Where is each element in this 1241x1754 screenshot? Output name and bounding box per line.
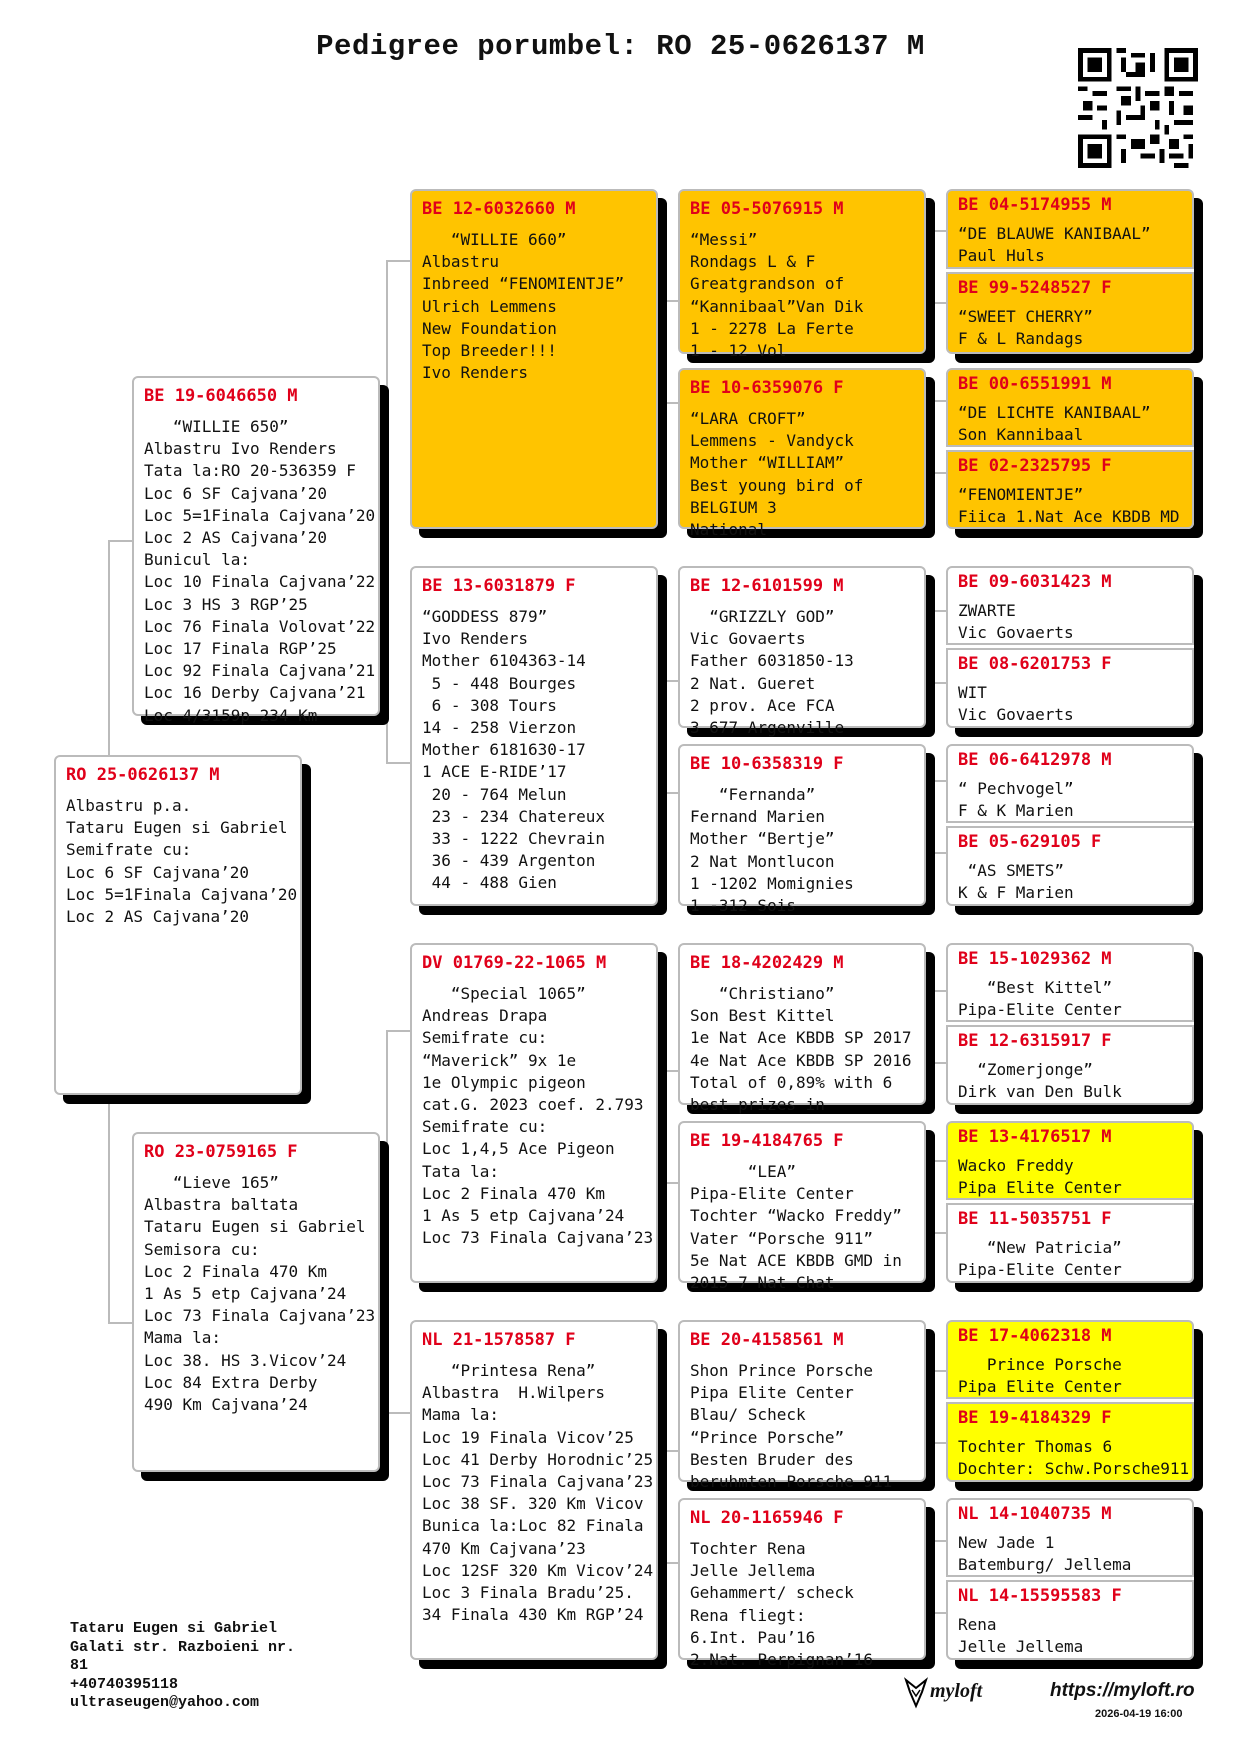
pigeon-details: Tochter Rena Jelle Jellema Gehammert/ scheck Rena fliegt: 6.Int. Pau’16 2.Nat. Perpignan’16: [690, 1539, 874, 1670]
pigeon-details: Rena Jelle Jellema: [958, 1615, 1084, 1656]
ring-number: BE 08-6201753 F: [958, 654, 1112, 674]
ring-number: BE 05-5076915 M: [690, 199, 844, 219]
pigeon-details: “GODDESS 879” Ivo Renders Mother 6104363-14 5 - 448 Bourges 6 - 308 Tours 14 - 258 Vierzon Mother 6181630-17 1 ACE E-RIDE’17 20 - 764 Melun 23 - 234 Chatereux 33 - 1222 Chevrain 36 - 439 Argenton 44 - 488 Gien: [422, 607, 606, 893]
pigeon-card-dss[interactable]: [678, 943, 926, 1115]
ring-number: BE 06-6412978 M: [958, 750, 1112, 770]
pigeon-details: “Fernanda” Fernand Marien Mother “Bertje” 2 Nat Montlucon 1 -1202 Momignies 1 -312 Sois: [690, 785, 854, 916]
pigeon-pair-6: [946, 1121, 1194, 1283]
ring-number: BE 05-629105 F: [958, 832, 1102, 852]
ring-number: BE 13-4176517 M: [958, 1127, 1112, 1147]
pigeon-card-g2[interactable]: [946, 272, 1194, 354]
ring-number: NL 14-1040735 M: [958, 1504, 1112, 1524]
pigeon-card-g12[interactable]: [946, 1203, 1194, 1283]
pigeon-details: “Zomerjonge” Dirk van Den Bulk: [958, 1060, 1122, 1101]
pigeon-details: “AS SMETS” K & F Marien: [958, 861, 1074, 902]
ring-number: BE 13-6031879 F: [422, 576, 576, 596]
ring-number: BE 19-4184329 F: [958, 1408, 1112, 1428]
ring-number: BE 11-5035751 F: [958, 1209, 1112, 1229]
page-title: Pedigree porumbel: RO 25-0626137 M: [316, 30, 925, 63]
pigeon-details: “FENOMIENTJE” Fiica 1.Nat Ace KBDB MD: [958, 485, 1180, 526]
pigeon-details: “WILLIE 660” Albastru Inbreed “FENOMIENTJE” Ulrich Lemmens New Foundation Top Breeder!!! Ivo Renders: [422, 230, 625, 383]
ring-number: RO 23-0759165 F: [144, 1142, 298, 1162]
pigeon-details: “ Pechvogel” F & K Marien: [958, 779, 1074, 820]
pigeon-details: “GRIZZLY GOD” Vic Govaerts Father 6031850-13 2 Nat. Gueret 2 prov. Ace FCA 3 677 Argenville: [690, 607, 854, 738]
ring-number: NL 14-15595583 F: [958, 1586, 1122, 1606]
pigeon-card-g7[interactable]: [946, 744, 1194, 823]
pigeon-card-ds[interactable]: [410, 943, 658, 1283]
ring-number: NL 20-1165946 F: [690, 1508, 844, 1528]
pigeon-card-dd[interactable]: [410, 1320, 658, 1660]
pigeon-card-g14[interactable]: [946, 1402, 1194, 1482]
pigeon-card-ss[interactable]: [410, 189, 658, 529]
pigeon-card-sd[interactable]: [410, 566, 658, 906]
ring-number: BE 99-5248527 F: [958, 278, 1112, 298]
pigeon-details: Tochter Thomas 6 Dochter: Schw.Porsche911: [958, 1437, 1190, 1478]
pigeon-details: “Christiano” Son Best Kittel 1e Nat Ace KBDB SP 2017 4e Nat Ace KBDB SP 2016 Total of 0,89% with 6 best prizes in: [690, 984, 912, 1115]
pigeon-card-sdd[interactable]: [678, 744, 926, 916]
pigeon-details: “LARA CROFT” Lemmens - Vandyck Mother “WILLIAM” Best young bird of BELGIUM 3 National: [690, 409, 864, 540]
ring-number: BE 02-2325795 F: [958, 456, 1112, 476]
pigeon-card-g4[interactable]: [946, 450, 1194, 529]
pigeon-card-g3[interactable]: [946, 368, 1194, 447]
pigeon-details: Wacko Freddy Pipa Elite Center: [958, 1156, 1122, 1197]
pigeon-details: Shon Prince Porsche Pipa Elite Center Blau/ Scheck “Prince Porsche” Besten Bruder des beruhmten Porsche 911: [690, 1361, 893, 1492]
pigeon-card-subject[interactable]: [54, 755, 302, 1095]
pigeon-card-g9[interactable]: [946, 943, 1194, 1022]
pigeon-details: “LEA” Pipa-Elite Center Tochter “Wacko Freddy” Vater “Porsche 911” 5e Nat ACE KBDB GMD in 2015 7 Nat Chat: [690, 1162, 902, 1293]
pigeon-pair-3: [946, 566, 1194, 728]
pigeon-pair-2: [946, 368, 1194, 529]
pigeon-pair-8: [946, 1498, 1194, 1660]
ring-number: BE 09-6031423 M: [958, 572, 1112, 592]
ring-number: BE 12-6101599 M: [690, 576, 844, 596]
ring-number: BE 19-6046650 M: [144, 386, 298, 406]
ring-number: BE 12-6315917 F: [958, 1031, 1112, 1051]
brand-logo: myloft: [930, 1680, 983, 1702]
pigeon-details: ZWARTE Vic Govaerts: [958, 601, 1074, 642]
pigeon-pair-1: [946, 189, 1194, 354]
connector-dam: [386, 1030, 412, 1414]
pigeon-details: “Printesa Rena” Albastra H.Wilpers Mama la: Loc 19 Finala Vicov’25 Loc 41 Derby Horodnic’25 Loc 73 Finala Cajvana’23 Loc 38 SF. 320 Km Vicov Bunica la:Loc 82 Finala 470 Km Cajvana’23 Loc 12SF 320 Km Vicov’24 Loc 3 Finala Bradu’25. 34 Finala 430 Km RGP’24: [422, 1361, 654, 1625]
site-link[interactable]: https://myloft.ro: [1050, 1680, 1195, 1701]
pigeon-card-g5[interactable]: [946, 566, 1194, 645]
ring-number: BE 15-1029362 M: [958, 949, 1112, 969]
ring-number: BE 10-6359076 F: [690, 378, 844, 398]
pigeon-pair-4: [946, 744, 1194, 906]
pigeon-card-g1[interactable]: [946, 189, 1194, 269]
owner-contact: Tataru Eugen si Gabriel Galati str. Razboieni nr. 81 +40740395118 ultraseugen@yahoo.com: [70, 1620, 296, 1711]
pigeon-pair-7: [946, 1320, 1194, 1482]
pigeon-card-sds[interactable]: [678, 566, 926, 738]
pigeon-details: Prince Porsche Pipa Elite Center: [958, 1355, 1122, 1396]
ring-number: NL 21-1578587 F: [422, 1330, 576, 1350]
pigeon-card-ssd[interactable]: [678, 368, 926, 540]
pigeon-details: WIT Vic Govaerts: [958, 683, 1074, 724]
pigeon-card-g15[interactable]: [946, 1498, 1194, 1577]
pigeon-details: “SWEET CHERRY” F & L Randags: [958, 307, 1093, 348]
pigeon-card-dds[interactable]: [678, 1320, 926, 1492]
ring-number: BE 12-6032660 M: [422, 199, 576, 219]
pigeon-card-dsd[interactable]: [678, 1121, 926, 1293]
pigeon-details: “DE LICHTE KANIBAAL” Son Kannibaal: [958, 403, 1151, 444]
pigeon-details: “Messi” Rondags L & F Greatgrandson of “Kannibaal”Van Dik 1 - 2278 La Ferte 1 - 12 Vol: [690, 230, 864, 361]
pigeon-details: New Jade 1 Batemburg/ Jellema: [958, 1533, 1132, 1574]
ring-number: BE 10-6358319 F: [690, 754, 844, 774]
pigeon-card-ddd[interactable]: [678, 1498, 926, 1670]
pigeon-details: “Special 1065” Andreas Drapa Semifrate cu: “Maverick” 9x 1e 1e Olympic pigeon cat.G. 2023 coef. 2.793 Semifrate cu: Loc 1,4,5 Ace Pigeon Tata la: Loc 2 Finala 470 Km 1 As 5 etp Cajvana’24 Loc 73 Finala Cajvana’23: [422, 984, 654, 1248]
pigeon-card-g16[interactable]: [946, 1580, 1194, 1660]
pigeon-card-sss[interactable]: [678, 189, 926, 361]
qr-code[interactable]: [1078, 48, 1198, 168]
ring-number: BE 00-6551991 M: [958, 374, 1112, 394]
ring-number: BE 18-4202429 M: [690, 953, 844, 973]
pigeon-details: Albastru p.a. Tataru Eugen si Gabriel Semifrate cu: Loc 6 SF Cajvana’20 Loc 5=1Finala Cajvana’20 Loc 2 AS Cajvana’20: [66, 796, 298, 927]
pigeon-card-g6[interactable]: [946, 648, 1194, 728]
pigeon-details: “Best Kittel” Pipa-Elite Center: [958, 978, 1122, 1019]
ring-number: BE 04-5174955 M: [958, 195, 1112, 215]
ring-number: BE 17-4062318 M: [958, 1326, 1112, 1346]
pigeon-card-dam[interactable]: [132, 1132, 380, 1472]
pigeon-details: “WILLIE 650” Albastru Ivo Renders Tata la:RO 20-536359 F Loc 6 SF Cajvana’20 Loc 5=1Finala Cajvana’20 Loc 2 AS Cajvana’20 Bunicul la: Loc 10 Finala Cajvana’22 Loc 3 HS 3 RGP’25 Loc 76 Finala Volovat’22 Loc 17 Finala RGP’25 Loc 92 Finala Cajvana’21 Loc 16 Derby Cajvana’21 Loc 4/3159p 234 Km: [144, 417, 376, 725]
pigeon-card-g11[interactable]: [946, 1121, 1194, 1200]
ring-number: DV 01769-22-1065 M: [422, 953, 607, 973]
pigeon-details: “DE BLAUWE KANIBAAL” Paul Huls: [958, 224, 1151, 265]
pigeon-card-g10[interactable]: [946, 1025, 1194, 1105]
pigeon-card-g8[interactable]: [946, 826, 1194, 906]
pigeon-card-sire[interactable]: [132, 376, 380, 725]
pigeon-details: “Lieve 165” Albastra baltata Tataru Eugen si Gabriel Semisora cu: Loc 2 Finala 470 Km 1 As 5 etp Cajvana’24 Loc 73 Finala Cajvana’23 Mama la: Loc 38. HS 3.Vicov’24 Loc 84 Extra Derby 490 Km Cajvana’24: [144, 1173, 376, 1415]
pigeon-card-g13[interactable]: [946, 1320, 1194, 1399]
bird-logo-icon: [902, 1676, 930, 1708]
pigeon-details: “New Patricia” Pipa-Elite Center: [958, 1238, 1122, 1279]
connector-sire: [386, 260, 412, 764]
print-date: 2026-04-19 16:00: [1095, 1708, 1183, 1720]
ring-number: BE 20-4158561 M: [690, 1330, 844, 1350]
ring-number: BE 19-4184765 F: [690, 1131, 844, 1151]
pigeon-pair-5: [946, 943, 1194, 1105]
ring-number: RO 25-0626137 M: [66, 765, 220, 785]
